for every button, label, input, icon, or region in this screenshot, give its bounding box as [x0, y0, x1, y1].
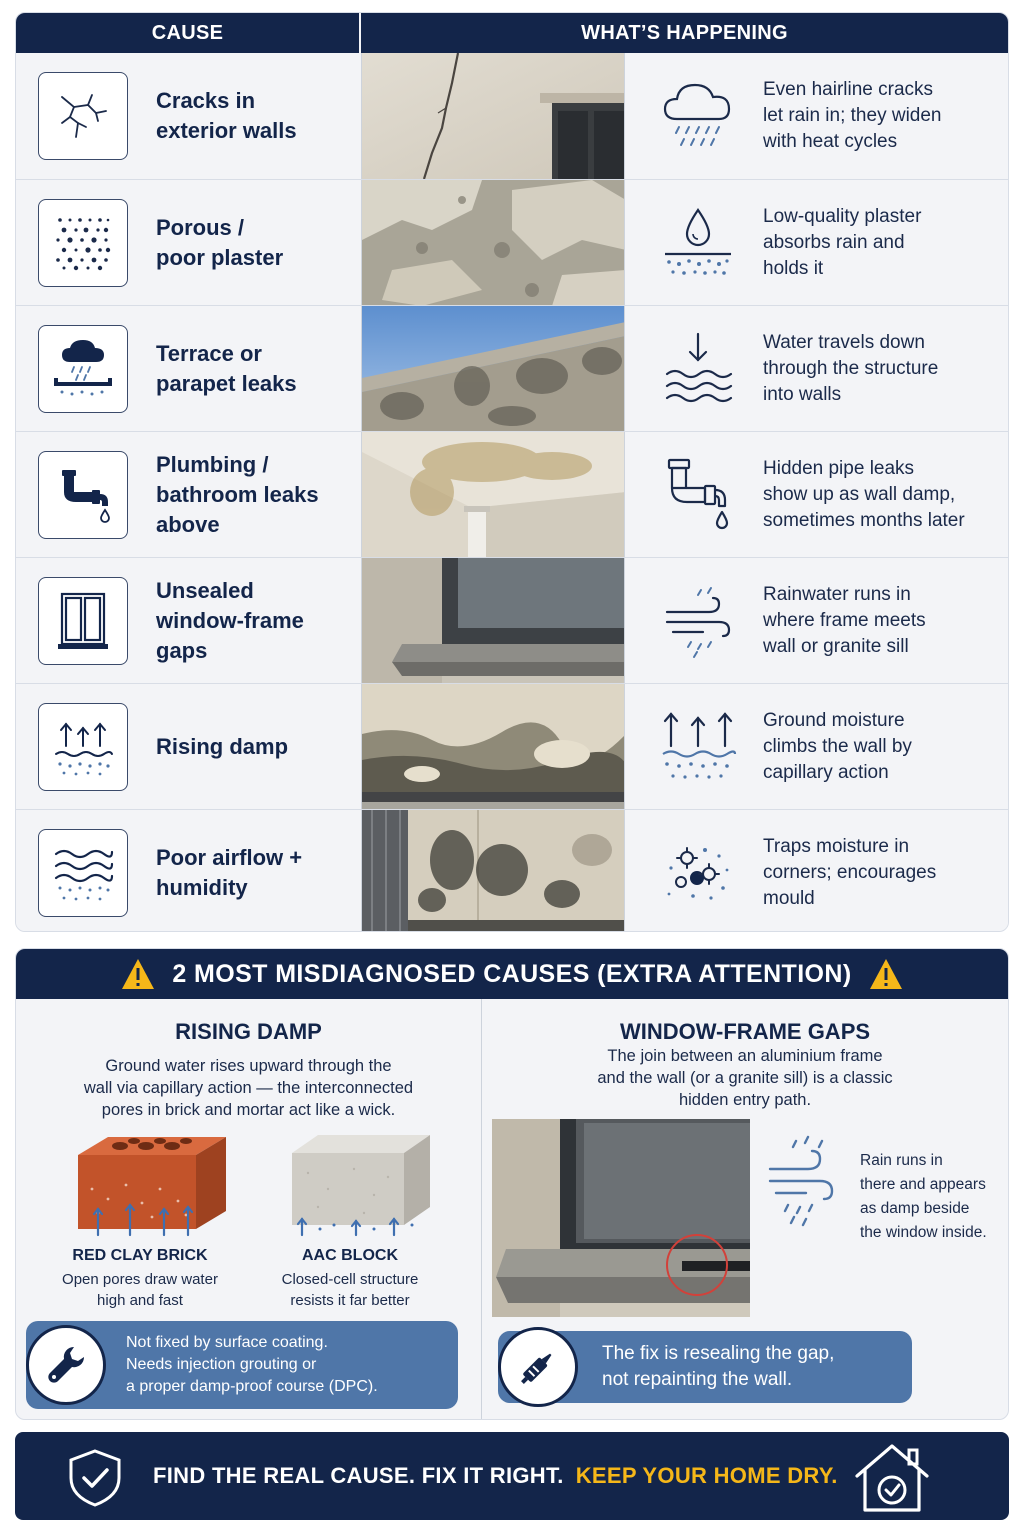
- house-check-icon: [851, 1440, 933, 1516]
- effect-description: Rainwater runs in where frame meets wall or granite sill: [763, 583, 926, 657]
- footer-slogan-yellow: KEEP YOUR HOME DRY.: [575, 1463, 838, 1488]
- effect-description: Traps moisture in corners; encourages mould: [763, 835, 937, 909]
- aac-block-label: AAC BLOCK: [302, 1247, 398, 1264]
- warning-icon: [868, 957, 904, 991]
- mould-corner-photo: [361, 810, 625, 932]
- header-cause: CAUSE: [16, 13, 361, 53]
- red-clay-brick-illustration: [68, 1129, 228, 1239]
- cause-label: Terrace or parapet leaks: [156, 340, 297, 396]
- sealant-gun-icon: [498, 1327, 578, 1407]
- footer-slogan-white: FIND THE REAL CAUSE. FIX IT RIGHT.: [153, 1463, 564, 1488]
- window-frame-icon: [38, 577, 128, 665]
- window-gaps-panel: [482, 999, 1008, 1419]
- wrench-icon: [26, 1325, 106, 1405]
- rising-damp-fix-text: Not fixed by surface coating. Needs injection grouting or a proper damp-proof course (DPC).: [126, 1334, 378, 1395]
- shield-check-icon: [67, 1448, 123, 1508]
- peeling-plaster-photo: [361, 180, 625, 305]
- rising-damp-description: Ground water rises upward through the wall via capillary action — the interconnected pores in brick and mortar act like a wick.: [83, 1057, 414, 1119]
- cause-label: Cracks in exterior walls: [156, 88, 297, 143]
- window-gaps-side-note: Rain runs in there and appears as damp beside the window inside.: [860, 1152, 987, 1241]
- misdiagnosed-title: 2 MOST MISDIAGNOSED CAUSES (EXTRA ATTENTION): [172, 959, 852, 988]
- red-clay-brick-label: RED CLAY BRICK: [72, 1247, 208, 1264]
- window-gaps-title: WINDOW-FRAME GAPS: [619, 1019, 871, 1044]
- water-drop-absorb-icon: [653, 198, 743, 288]
- effect-description: Hidden pipe leaks show up as wall damp, sometimes months later: [763, 457, 965, 531]
- table-row: [16, 683, 1008, 809]
- wall-crack-icon: [38, 72, 128, 160]
- table-row: [16, 809, 1008, 932]
- effect-description: Low-quality plaster absorbs rain and holds it: [763, 205, 922, 279]
- rising-damp-panel: [16, 999, 482, 1419]
- header-whats-happening: WHAT’S HAPPENING: [581, 21, 788, 44]
- leaking-pipe-icon: [38, 451, 128, 539]
- mould-spores-icon: [653, 828, 743, 918]
- porous-dots-icon: [38, 199, 128, 287]
- rising-damp-icon: [38, 703, 128, 791]
- pipe-drip-icon: [653, 450, 743, 540]
- red-clay-brick-description: Open pores draw water high and fast: [62, 1271, 218, 1309]
- misdiagnosed-header: [16, 949, 1008, 999]
- effect-description: Even hairline cracks let rain in; they widen with heat cycles: [763, 79, 942, 152]
- cause-label: Unsealed window-frame gaps: [156, 577, 304, 663]
- terrace-rain-icon: [38, 325, 128, 413]
- table-row: [16, 53, 1008, 179]
- causes-table: [15, 12, 1009, 932]
- misdiagnosed-section: [15, 948, 1009, 1420]
- table-header: [16, 13, 1008, 53]
- rain-cloud-icon: [653, 71, 743, 161]
- cause-label: Porous / poor plaster: [156, 214, 284, 270]
- table-row: [16, 305, 1008, 431]
- window-gaps-fix-text: The fix is resealing the gap, not repainting the wall.: [602, 1343, 835, 1390]
- capillary-arrows-icon: [653, 702, 743, 792]
- humid-air-waves-icon: [38, 829, 128, 917]
- water-down-arrow-icon: [653, 324, 743, 414]
- window-gaps-description: The join between an aluminium frame and the wall (or a granite sill) is a classic hidden entry path.: [597, 1047, 893, 1109]
- warning-icon: [120, 957, 156, 991]
- window-gaps-fix-callout: [498, 1331, 912, 1403]
- effect-description: Ground moisture climbs the wall by capillary action: [763, 709, 912, 783]
- cause-label: Rising damp: [156, 733, 289, 759]
- stained-parapet-photo: [361, 306, 625, 431]
- aac-block-illustration: [284, 1129, 434, 1239]
- wind-rain-icon: [766, 1133, 836, 1229]
- rising-damp-wall-photo: [361, 684, 625, 809]
- footer-banner: [15, 1432, 1009, 1520]
- wind-rain-icon: [653, 576, 743, 666]
- window-sill-gap-photo: [361, 558, 625, 683]
- rising-damp-title: RISING DAMP: [175, 1019, 322, 1044]
- table-row: [16, 557, 1008, 683]
- aac-block-description: Closed-cell structure resists it far better: [281, 1271, 419, 1309]
- table-row: [16, 431, 1008, 557]
- table-row: [16, 179, 1008, 305]
- cause-label: Poor airflow + humidity: [156, 844, 303, 900]
- cracked-exterior-wall-photo: [361, 53, 625, 179]
- cause-label: Plumbing / bathroom leaks above: [156, 451, 319, 537]
- rising-damp-fix-callout: [26, 1321, 458, 1409]
- effect-description: Water travels down through the structure into walls: [763, 331, 939, 405]
- window-gap-closeup-photo: [492, 1119, 750, 1317]
- ceiling-leak-stain-photo: [361, 432, 625, 557]
